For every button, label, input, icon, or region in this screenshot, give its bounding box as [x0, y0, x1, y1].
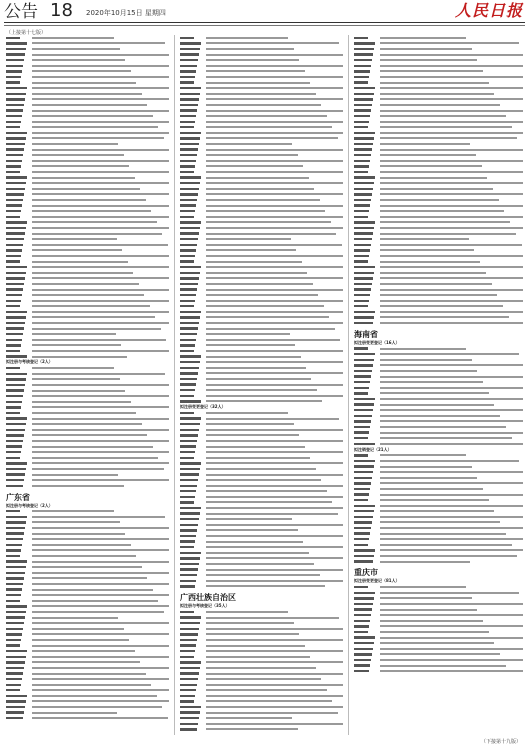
list-item — [6, 715, 169, 721]
entry-detail — [32, 483, 169, 489]
page-number: 18 — [50, 0, 73, 21]
subsection-title: 拟注册变更登记（16人） — [354, 339, 400, 345]
entry-detail — [32, 715, 169, 721]
entry-name — [180, 727, 206, 733]
province-heading-hainan: 海南省 — [354, 328, 378, 339]
list-item — [354, 559, 523, 565]
entry-name — [6, 715, 32, 721]
entry-list — [180, 609, 343, 732]
entry-detail — [206, 399, 343, 405]
entry-name — [6, 483, 32, 489]
province-heading-chongqing: 重庆市 — [354, 567, 378, 578]
issue-date: 2020年10月15日 星期四 — [86, 9, 166, 17]
masthead-logo: 人民日报 — [454, 1, 523, 20]
header-rule — [4, 22, 525, 23]
entry-list — [180, 410, 343, 589]
entry-detail — [380, 441, 523, 447]
list-item — [180, 584, 343, 590]
entry-list — [6, 35, 169, 359]
subsection-title: 拟注销登记（21人） — [354, 446, 392, 452]
continued-from-note: （上接第十七版） — [6, 30, 47, 36]
column-divider — [348, 35, 349, 735]
entry-detail — [380, 559, 523, 565]
column-3 — [354, 35, 523, 735]
entry-list — [354, 584, 523, 674]
entry-name — [354, 668, 380, 674]
entry-list — [6, 365, 169, 488]
subsection-title: 拟注册与考核登记（35人） — [180, 603, 230, 609]
entry-name — [354, 441, 380, 447]
province-heading-guangdong: 广东省 — [6, 491, 30, 502]
continued-on-note: （下接第十九版） — [480, 739, 521, 745]
entry-name — [180, 584, 206, 590]
column-divider — [174, 35, 175, 735]
entry-list — [354, 35, 523, 326]
entry-name — [354, 320, 380, 326]
province-heading-guangxi: 广西壮族自治区 — [180, 592, 236, 603]
subsection-title: 拟注册与考核登记（2人） — [6, 359, 53, 365]
list-item — [354, 441, 523, 447]
list-item — [354, 320, 523, 326]
entry-detail — [380, 668, 523, 674]
list-item — [6, 483, 169, 489]
entry-detail — [206, 727, 343, 733]
subsection-title: 拟注册与考核登记（2人） — [6, 502, 53, 508]
column-1 — [6, 35, 169, 735]
page-header — [0, 0, 529, 26]
column-2 — [180, 35, 343, 735]
entry-list — [354, 453, 523, 565]
subsection-title: 拟注册变更登记（32人） — [180, 404, 226, 410]
entry-list — [354, 346, 523, 447]
entry-list — [6, 509, 169, 722]
entry-name — [354, 559, 380, 565]
list-item — [354, 668, 523, 674]
section-title: 公告 — [4, 2, 38, 22]
entry-detail — [380, 320, 523, 326]
header-rule-thin — [4, 25, 525, 26]
subsection-title: 拟注册变更登记（81人） — [354, 578, 400, 584]
entry-detail — [206, 584, 343, 590]
list-item — [180, 727, 343, 733]
entry-list — [180, 35, 343, 404]
